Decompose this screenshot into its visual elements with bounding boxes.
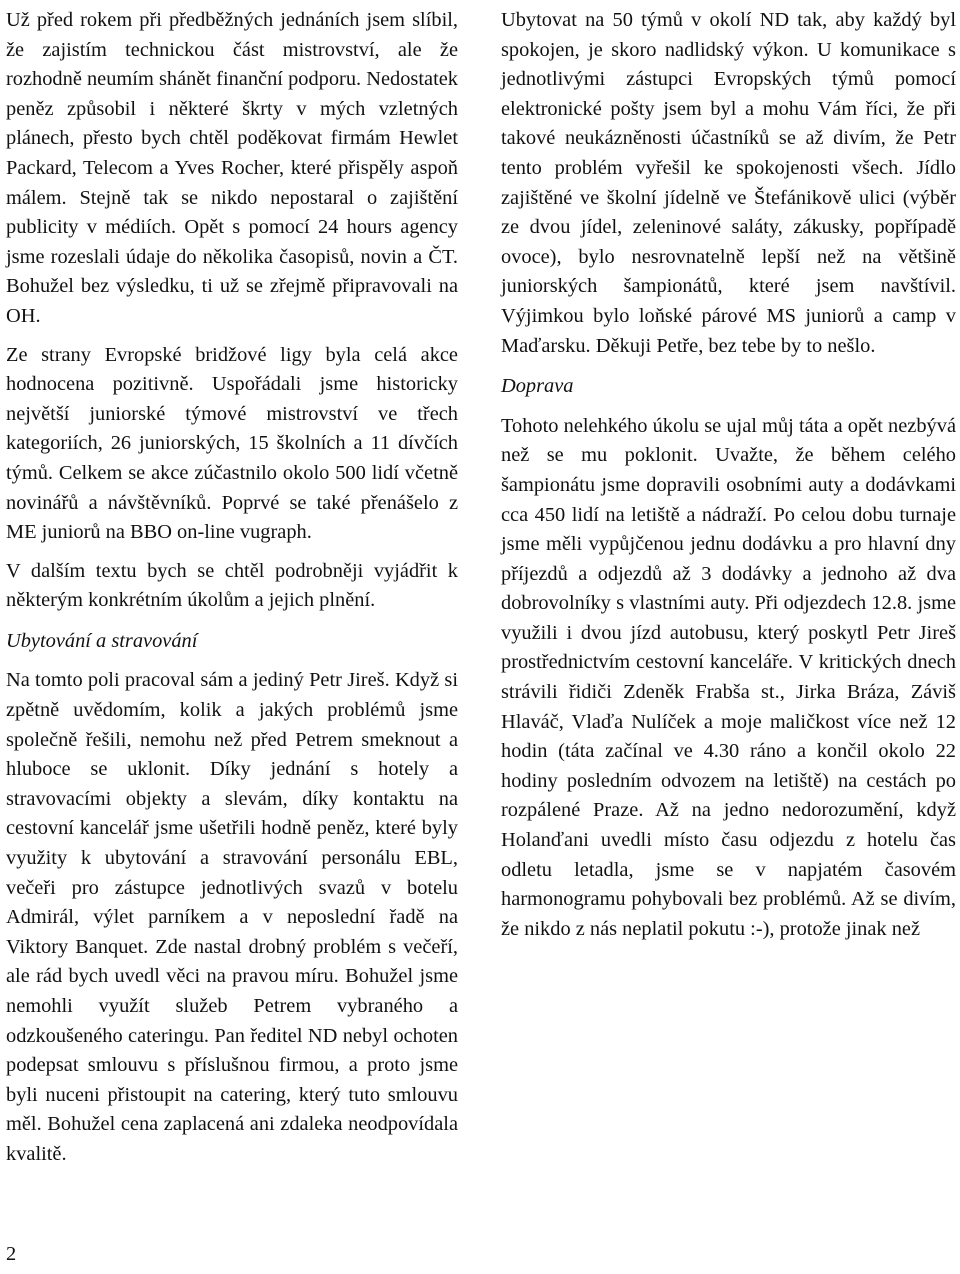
paragraph-intro: V dalším textu bych se chtěl podrobněji vyjádřit k některým konkrétním úkolům a jejich plnění. — [6, 559, 458, 612]
paragraph-transport: Tohoto nelehkého úkolu se ujal můj táta a opět nezbývá než se mu poklonit. Uvažte, že během celého šampionátu jsme dopravili osobními auty a dodávkami cca 450 lidí na letiště a nádraží. Po celou dobu turnaje jsme měli vypůjčenou jednu dodávku a pro hlavní dny příjezdů a odjezdů až 3 dodávky a jednoho až dva dobrovolníky s vlastními auty. Při odjezdech 12.8. jsme využili i dvou jízd autobusu, který poskytl Petr Jireš prostřednictvím cestovní kanceláře. V kritických dnech strávili řidiči Zdeněk Frabša st., Jirka Bráza, Záviš Hlaváč, Vlaďa Nulíček a moje maličkost více než 12 hodin (táta začínal ve 4.30 ráno a končil okolo 22 hodiny posledním odvozem na letiště) na cestách po rozpálené Praze. Až na jedno nedorozumění, když Holanďani uvedli místo času odjezdu z hotelu čas odletu letadla, jsme se v napjatém časovém harmonogramu pohybovali bez problémů. Až se divím, že nikdo z nás neplatil pokutu :-), protože jinak než — [501, 414, 956, 940]
paragraph-accommodation: Na tomto poli pracoval sám a jediný Petr Jireš. Když si zpětně uvědomím, kolik a jakých problémů jsme společně řešili, nemohu než před Petrem smeknout a hluboce se uklonit. Díky jednání s hotely a stravovacími objekty a slevám, díky kontaktu na cestovní kancelář jsme ušetřili hodně peněz, které byly využity k ubytování a stravování personálu EBL, večeři pro zástupce jednotlivých svazů v botelu Admirál, výlet parníkem a v neposlední řadě na Viktory Banquet. Zde nastal drobný problém s večeří, ale rád bych uvedl věci na pravou míru. Bohužel jsme nemohli využít služeb Petrem vybraného a odzkoušeného cateringu. Pan ředitel ND nebyl ochoten podepsat smlouvu s příslušnou firmou, a proto jsme byli nuceni přistoupit na catering, který tuto smlouvu měl. Bohužel cena zaplacená ani zdaleka neodpovídala kvalitě. — [6, 669, 458, 1165]
page-number: 2 — [6, 1243, 17, 1265]
section-heading-transport: Doprava — [501, 375, 574, 398]
paragraph-evaluation: Ze strany Evropské bridžové ligy byla celá akce hodnocena pozitivně. Uspořádali jsme historicky největší juniorské týmové mistrovství ve třech kategoriích, 26 juniorských, 15 školních a 11 dívčích týmů. Celkem se akce zúčastnilo okolo 500 lidí včetně novinářů a návštěvníků. Poprvé se také přenášelo z ME juniorů na BBO on-line vugraph. — [6, 343, 458, 544]
section-heading-accommodation: Ubytování a stravování — [6, 629, 198, 652]
right-column — [501, 6, 956, 944]
paragraph-funding: Už před rokem při předběžných jednáních jsem slíbil, že zajistím technickou část mistrovství, ale že rozhodně neumím shánět finanční podporu. Nedostatek peněz způsobil i některé škrty v mých vzletných plánech, přesto bych chtěl poděkovat firmám Hewlet Packard, Telecom a Yves Rocher, které přispěly aspoň málem. Stejně tak se nikdo nepostaral o zajištění publicity v médiích. Opět s pomocí 24 hours agency jsme rozeslali údaje do několika časopisů, novin a ČT. Bohužel bez výsledku, ti už se zřejmě připravovali na OH. — [6, 9, 458, 327]
paragraph-teams: Ubytovat na 50 týmů v okolí ND tak, aby každý byl spokojen, je skoro nadlidský výkon. U komunikace s jednotlivými zástupci Evropských týmů pomocí elektronické pošty jsem byl a mohu Vám říci, že při takové neukázněnosti účastníků se až divím, že Petr tento problém vyřešil ke spokojenosti všech. Jídlo zajištěné ve školní jídelně ve Štefánikově ulici (výběr ze dvou jídel, zeleninové saláty, zákusky, popřípadě ovoce), bylo nesrovnatelně lepší než na většině juniorských šampionátů, které jsem navštívil. Výjimkou bylo loňské párové MS juniorů a camp v Maďarsku. Děkuji Petře, bez tebe by to nešlo. — [501, 9, 956, 357]
left-column — [6, 6, 458, 1170]
